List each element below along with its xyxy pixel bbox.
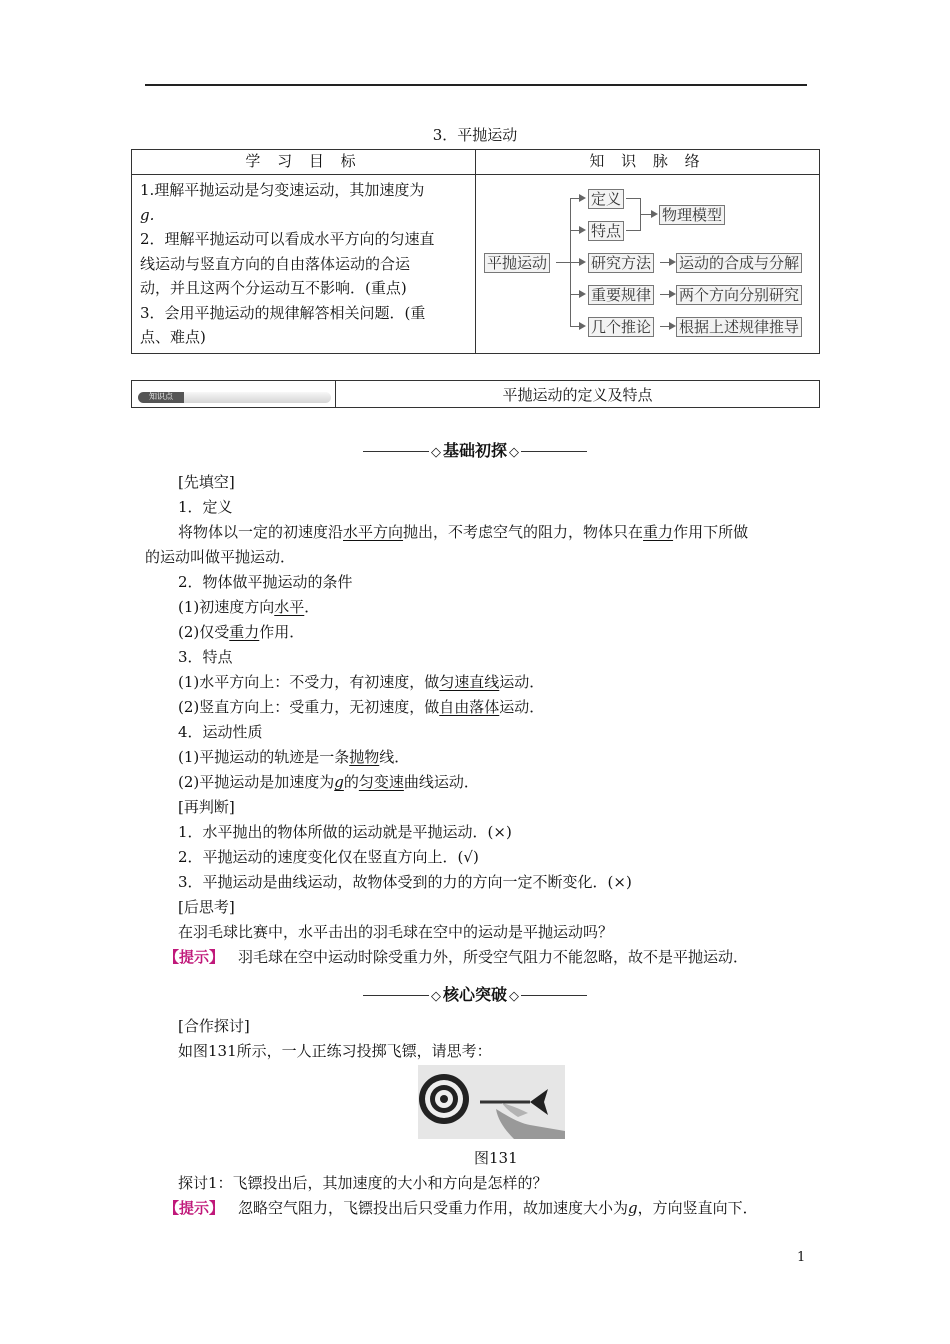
diamond-icon: ◇ [430, 445, 441, 460]
knowledge-point-badge-label: 知识点 [149, 391, 173, 401]
tip-text: g [628, 1199, 638, 1217]
diagram-method-result: 运动的合成与分解 [676, 253, 802, 273]
text: 运动． [499, 673, 545, 691]
diamond-icon: ◇ [430, 989, 441, 1004]
label-prefill: [先填空] [178, 473, 235, 491]
knowledge-point-badge-cell [132, 381, 336, 408]
dart-image [418, 1065, 565, 1139]
knowledge-point-title: 平抛运动的定义及特点 [336, 381, 820, 408]
arrow-icon [579, 226, 586, 234]
heading-definition: 1．定义 [178, 498, 233, 516]
diagram-law: 重要规律 [588, 285, 654, 305]
knowledge-map-header: 知 识 脉 络 [476, 150, 820, 175]
text: 将物体以一定的初速度沿 [178, 523, 344, 541]
answer-blank: 抛物 [349, 748, 380, 766]
label-cooperate: [合作探讨] [178, 1017, 250, 1035]
tip-label: 【提示】 [164, 948, 225, 966]
arrow-icon [579, 194, 586, 202]
definition-line-cont: 的运动叫做平抛运动． [145, 548, 296, 566]
text: ． [304, 598, 320, 616]
answer-blank: 水平方向 [343, 523, 404, 541]
arrow-icon [669, 290, 676, 298]
diagram-inference: 几个推论 [588, 317, 654, 337]
arrow-icon [669, 258, 676, 266]
discussion-1: 探讨1：飞镖投出后，其加速度的大小和方向是怎样的？ [178, 1174, 548, 1192]
badge-label-bg [138, 392, 184, 403]
text: (1)平抛运动的轨迹是一条 [178, 748, 350, 766]
section-title: 核心突破 [442, 985, 507, 1004]
label-think: [后思考] [178, 898, 235, 916]
think-question: 在羽毛球比赛中，水平击出的羽毛球在空中的运动是平抛运动吗？ [178, 923, 614, 941]
tip-1 [164, 946, 748, 967]
heading-rule [363, 451, 429, 452]
text: (2)仅受 [178, 623, 230, 641]
text: 作用． [259, 623, 305, 641]
judge-1: 1．水平抛出的物体所做的运动就是平抛运动．(×) [178, 823, 512, 841]
heading-features: 3．特点 [178, 648, 233, 666]
diamond-icon: ◇ [509, 989, 519, 1004]
page-number: 1 [797, 1250, 806, 1265]
heading-rule [521, 995, 587, 996]
objectives-cell [132, 175, 476, 354]
diagram-root: 平抛运动 [484, 253, 550, 273]
diagram-method: 研究方法 [588, 253, 654, 273]
diagram-law-result: 两个方向分别研究 [676, 285, 802, 305]
nature-2 [178, 771, 479, 792]
answer-blank: 水平 [274, 598, 305, 616]
definition-line [178, 521, 748, 542]
diamond-icon: ◇ [509, 445, 519, 460]
section-heading-core [0, 982, 950, 1005]
diagram-model: 物理模型 [659, 205, 725, 225]
page-title: 3．平抛运动 [432, 126, 518, 144]
tip-text: 羽毛球在空中运动时除受重力外，所受空气阻力不能忽略，故不是平抛运动． [238, 948, 749, 966]
section-title: 基础初探 [442, 441, 507, 460]
heading-rule [521, 451, 587, 452]
connector [626, 198, 640, 199]
text: (1)初速度方向 [178, 598, 275, 616]
knowledge-map-cell [476, 175, 820, 354]
heading-rule [363, 995, 429, 996]
heading-conditions: 2．物体做平抛运动的条件 [178, 573, 353, 591]
objectives-header: 学 习 目 标 [132, 150, 476, 175]
objective-line: 3．会用平抛运动的规律解答相关问题．(重 [140, 303, 426, 322]
label-judge: [再判断] [178, 798, 235, 816]
answer-blank: g [334, 773, 344, 791]
objective-line: 线运动与竖直方向的自由落体运动的合运 [140, 254, 411, 273]
arrow-icon [669, 322, 676, 330]
condition-2 [178, 621, 304, 642]
dart-figure [418, 1065, 565, 1139]
diagram-inference-result: 根据上述规律推导 [676, 317, 802, 337]
objectives-table [131, 149, 820, 354]
diagram-definition: 定义 [588, 189, 624, 209]
answer-blank: 匀变速 [358, 773, 404, 791]
text: (2)平抛运动是加速度为 [178, 773, 335, 791]
cooperate-intro: 如图131所示，一人正练习投掷飞镖，请思考： [178, 1042, 492, 1060]
tip-text: ，方向竖直向下． [637, 1199, 758, 1217]
text: 作用下所做 [673, 523, 749, 541]
objective-line: 动，并且这两个分运动互不影响．(重点) [140, 279, 407, 297]
feature-2 [178, 696, 544, 717]
connector [626, 230, 640, 231]
figure-caption: 图131 [474, 1149, 518, 1167]
objective-line: 2．理解平抛运动可以看成水平方向的匀速直 [140, 230, 435, 248]
text: (1)水平方向上：不受力，有初速度，做 [178, 673, 440, 691]
objective-line: 点、难点) [140, 328, 206, 346]
answer-blank: 匀速直线 [439, 673, 500, 691]
diagram-feature: 特点 [588, 221, 624, 241]
connector [556, 262, 570, 263]
knowledge-map-diagram [476, 175, 819, 351]
arrow-icon [579, 290, 586, 298]
text: (2)竖直方向上：受重力，无初速度，做 [178, 698, 440, 716]
objective-line: 1.理解平抛运动是匀变速运动，其加速度为 [140, 181, 425, 199]
judge-3: 3．平抛运动是曲线运动，故物体受到的力的方向一定不断变化．(×) [178, 873, 632, 891]
nature-1 [178, 746, 409, 767]
arrow-icon [579, 258, 586, 266]
tip-label: 【提示】 [164, 1199, 225, 1217]
text: 线． [379, 748, 410, 766]
section-heading-basic [0, 438, 950, 461]
heading-nature: 4．运动性质 [178, 723, 263, 741]
objective-line: g. [140, 205, 155, 224]
text: 的 [343, 773, 359, 791]
answer-blank: 重力 [643, 523, 674, 541]
arrow-icon [579, 322, 586, 330]
condition-1 [178, 596, 319, 617]
knowledge-point-badge [138, 392, 331, 403]
tip-2 [164, 1197, 758, 1218]
answer-blank: 自由落体 [439, 698, 500, 716]
judge-2: 2．平抛运动的速度变化仅在竖直方向上．(√) [178, 848, 479, 866]
header-rule [145, 84, 807, 86]
feature-1 [178, 671, 544, 692]
text: 曲线运动． [403, 773, 479, 791]
knowledge-point-bar [131, 380, 820, 408]
answer-blank: 重力 [229, 623, 260, 641]
text: 运动． [499, 698, 545, 716]
tip-text: 忽略空气阻力，飞镖投出后只受重力作用，故加速度大小为 [238, 1199, 629, 1217]
arrow-icon [651, 210, 658, 218]
text: 抛出，不考虑空气的阻力，物体只在 [403, 523, 644, 541]
